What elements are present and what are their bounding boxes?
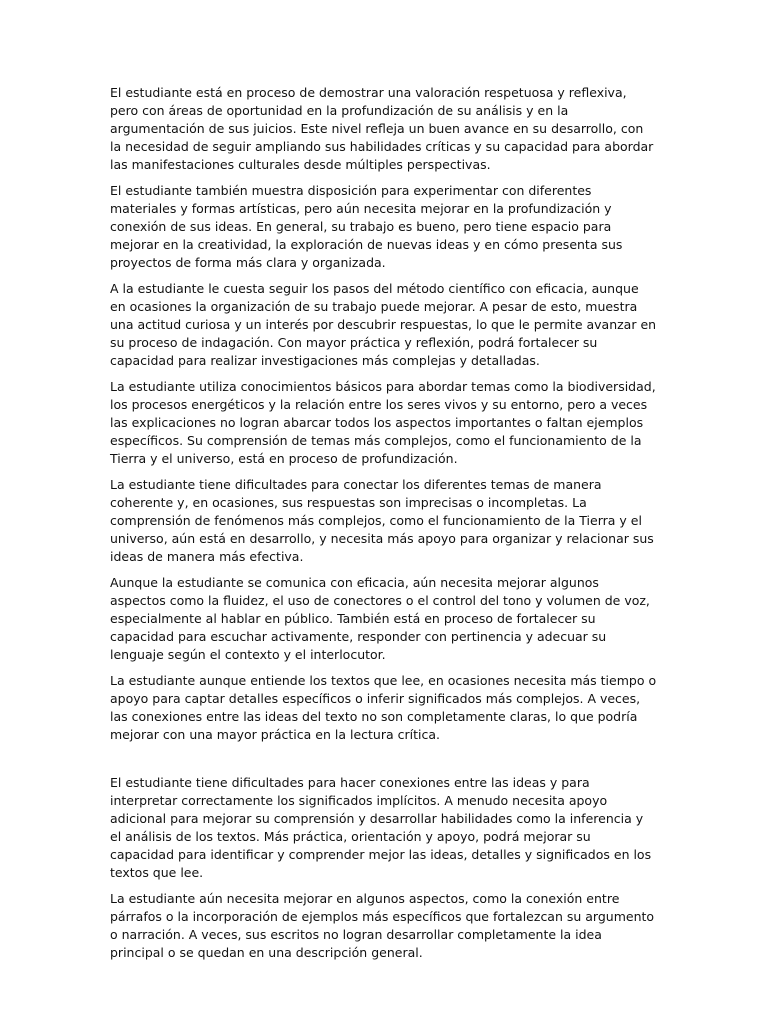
paragraph: El estudiante está en proceso de demostrar una valoración respetuosa y reflexiva, pero con áreas de oportunidad en la profundización de su análisis y en la argumentación de sus juicios. Este nivel refleja un buen avance en su desarrollo, con la necesidad de seguir ampliando sus habilidades críticas y su capacidad para abordar las manifestaciones culturales desde múltiples perspectivas. (110, 85, 654, 172)
document-body (110, 84, 658, 970)
paragraph: La estudiante aunque entiende los textos que lee, en ocasiones necesita más tiempo o apoyo para captar detalles específicos o inferir significados más complejos. A veces, las conexiones entre las ideas del texto no son completamente claras, lo que podría mejorar con una mayor práctica en la lectura crítica. (110, 673, 657, 742)
paragraph: La estudiante tiene dificultades para conectar los diferentes temas de manera coherente y, en ocasiones, sus respuestas son imprecisas o incompletas. La comprensión de fenómenos más complejos, como el funcionamiento de la Tierra y el universo, aún está en desarrollo, y necesita más apoyo para organizar y relacionar sus ideas de manera más efectiva. (110, 477, 654, 564)
paragraph: La estudiante aún necesita mejorar en algunos aspectos, como la conexión entre párrafos o la incorporación de ejemplos más específicos que fortalezcan su argumento o narración. A veces, sus escritos no logran desarrollar completamente la idea principal o se quedan en una descripción general. (110, 891, 655, 960)
paragraph: El estudiante tiene dificultades para hacer conexiones entre las ideas y para interpretar correctamente los significados implícitos. A menudo necesita apoyo adicional para mejorar su comprensión y desarrollar habilidades como la inferencia y el análisis de los textos. Más práctica, orientación y apoyo, podrá mejorar su capacidad para identificar y comprender mejor las ideas, detalles y significados en los textos que lee. (110, 775, 652, 880)
paragraph: La estudiante utiliza conocimientos básicos para abordar temas como la biodiversidad, los procesos energéticos y la relación entre los seres vivos y su entorno, pero a veces las explicaciones no logran abarcar todos los aspectos importantes o faltan ejemplos específicos. Su comprensión de temas más complejos, como el funcionamiento de la Tierra y el universo, está en proceso de profundización. (110, 379, 656, 466)
paragraph: El estudiante también muestra disposición para experimentar con diferentes materiales y formas artísticas, pero aún necesita mejorar en la profundización y conexión de sus ideas. En general, su trabajo es bueno, pero tiene espacio para mejorar en la creatividad, la exploración de nuevas ideas y en cómo presenta sus proyectos de forma más clara y organizada. (110, 183, 623, 270)
paragraph: A la estudiante le cuesta seguir los pasos del método científico con eficacia, aunque en ocasiones la organización de su trabajo puede mejorar. A pesar de esto, muestra una actitud curiosa y un interés por descubrir respuestas, lo que le permite avanzar en su proceso de indagación. Con mayor práctica y reflexión, podrá fortalecer su capacidad para realizar investigaciones más complejas y detalladas. (110, 281, 657, 368)
paragraph: Aunque la estudiante se comunica con eficacia, aún necesita mejorar algunos aspectos como la fluidez, el uso de conectores o el control del tono y volumen de voz, especialmente al hablar en público. También está en proceso de fortalecer su capacidad para escuchar activamente, responder con pertinencia y adecuar su lenguaje según el contexto y el interlocutor. (110, 575, 650, 662)
